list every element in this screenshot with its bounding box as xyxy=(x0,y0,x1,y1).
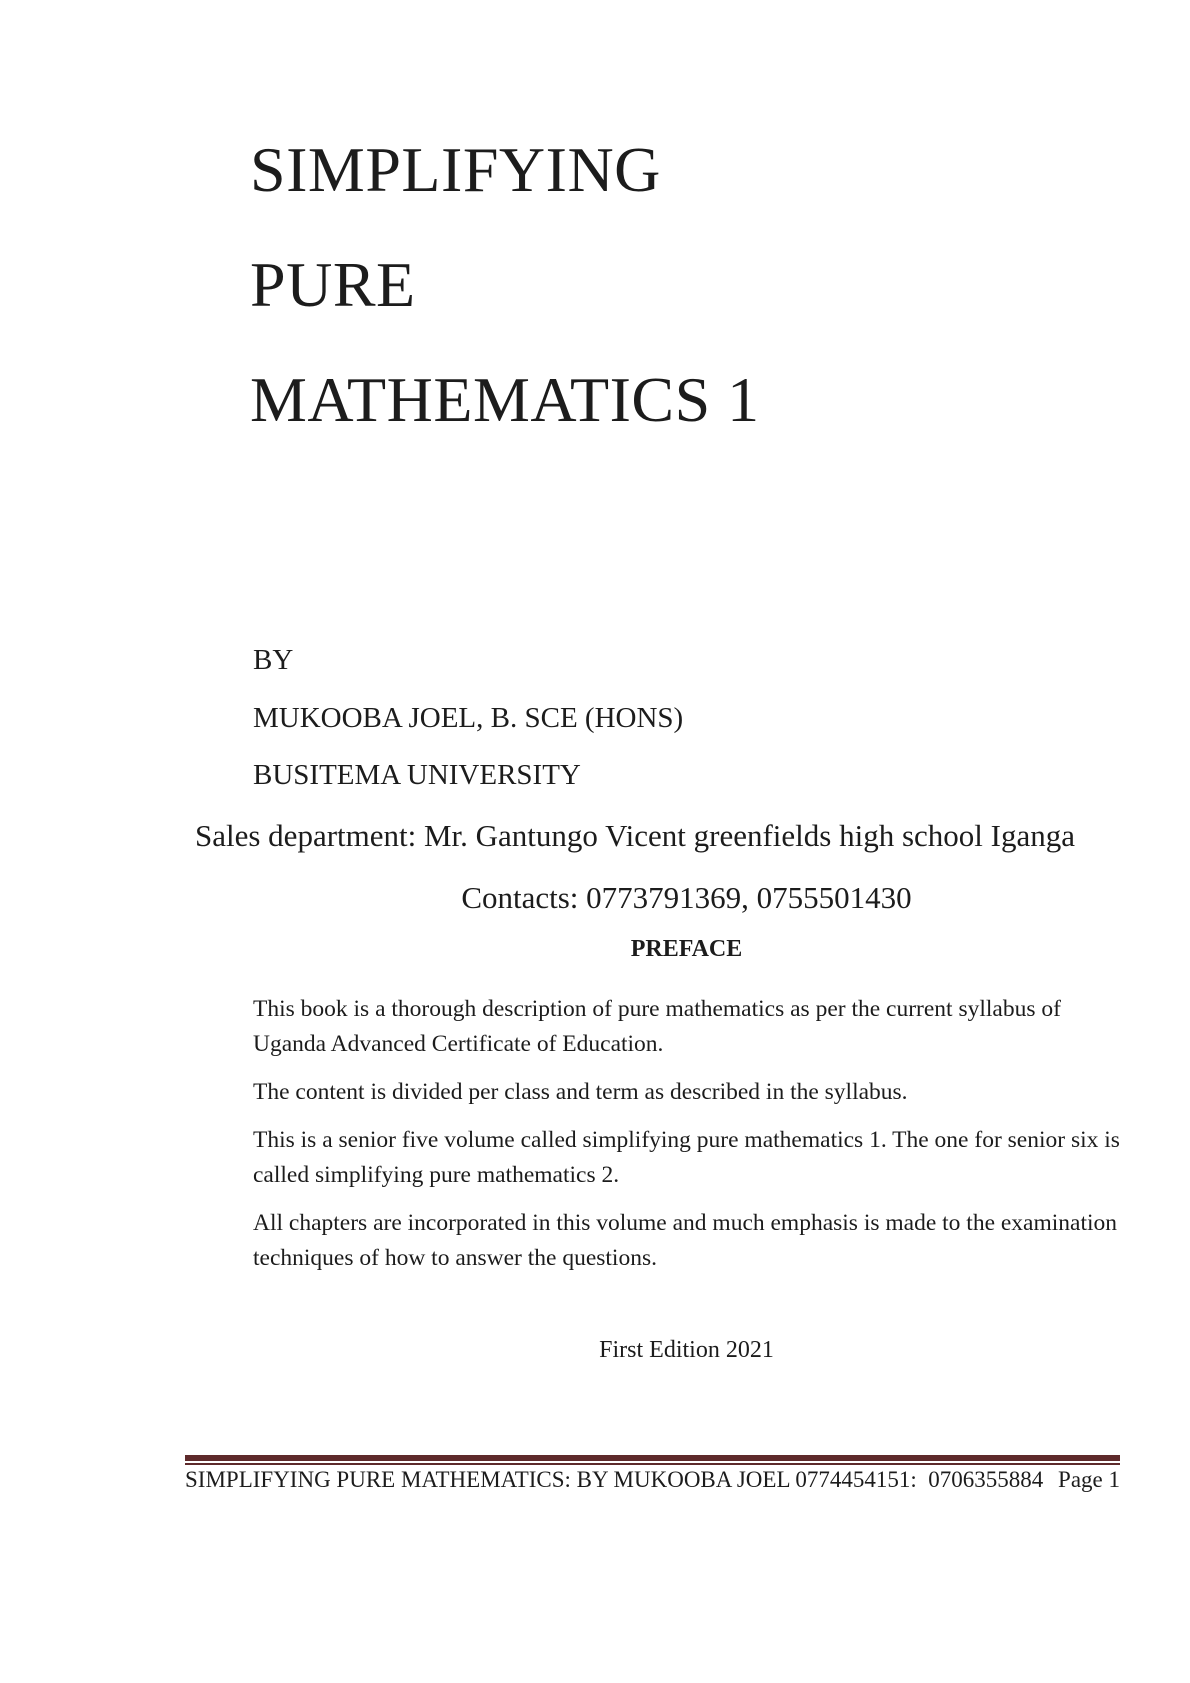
footer-divider-rule xyxy=(185,1455,1120,1465)
edition-line: First Edition 2021 xyxy=(599,1337,774,1363)
author-name: MUKOOBA JOEL, B. SCE (HONS) xyxy=(253,702,684,734)
preface-paragraph: This is a senior five volume called simplifying pure mathematics 1. The one for senior six is called simplifying pure mathematics 2. xyxy=(253,1127,1120,1188)
page-footer xyxy=(185,1467,1120,1493)
preface-heading: PREFACE xyxy=(630,936,743,962)
preface-paragraph: All chapters are incorporated in this volume and much emphasis is made to the examination techniques of how to answer the questions. xyxy=(253,1210,1118,1271)
contacts-line: Contacts: 0773791369, 0755501430 xyxy=(461,880,912,915)
preface-paragraph: This book is a thorough description of pure mathematics as per the current syllabus of Uganda Advanced Certificate of Education. xyxy=(253,996,1061,1057)
preface-paragraph: The content is divided per class and term as described in the syllabus. xyxy=(253,1079,908,1105)
book-title-line-3: MATHEMATICS 1 xyxy=(250,364,760,435)
byline: BY xyxy=(253,644,294,676)
book-title xyxy=(250,112,760,457)
book-title-line-1: SIMPLIFYING xyxy=(250,134,661,205)
footer-page-number: Page 1 xyxy=(1058,1467,1120,1492)
book-title-line-2: PURE xyxy=(250,249,416,320)
preface-body xyxy=(253,992,1128,1289)
footer-book-info: SIMPLIFYING PURE MATHEMATICS: BY MUKOOBA JOEL 0774454151: 0706355884 xyxy=(185,1467,1044,1492)
university-name: BUSITEMA UNIVERSITY xyxy=(253,759,581,791)
sales-department-line: Sales department: Mr. Gantungo Vicent greenfields high school Iganga xyxy=(195,818,1075,853)
footer-divider-rule-thin xyxy=(185,1463,1120,1465)
